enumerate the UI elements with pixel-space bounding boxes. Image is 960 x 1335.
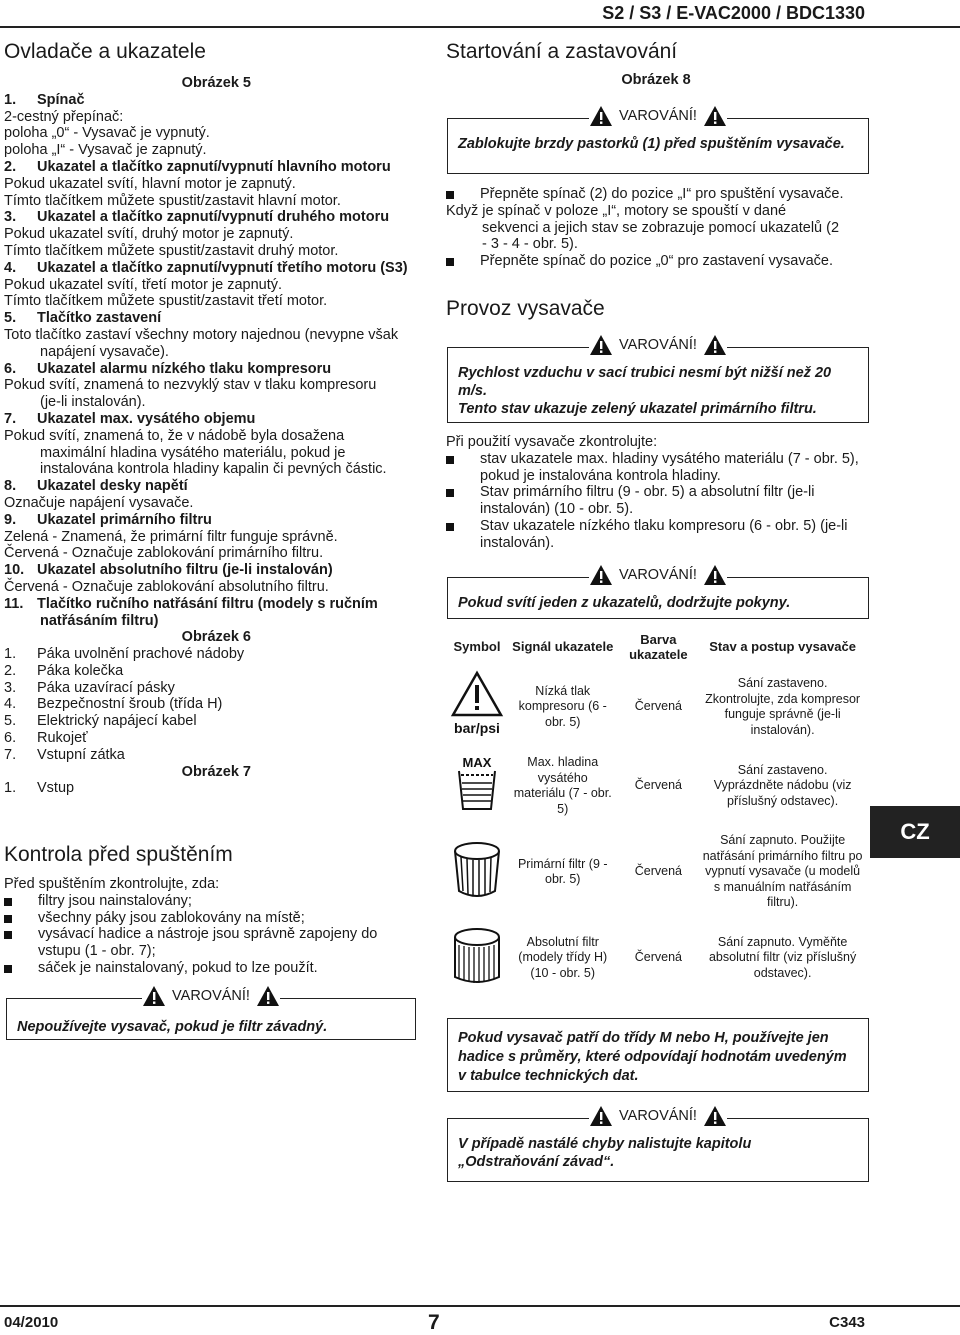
item-7-text: Pokud svítí, znamená to, že v nádobě byla dosažena	[4, 427, 345, 444]
precheck-item: vysávací hadice a nástroje jsou správně zapojeny do vstupu (1 - obr. 7);	[4, 926, 404, 960]
item-5-text-cont: napájení vysavače).	[40, 343, 169, 360]
warning-text: Nepoužívejte vysavač, pokud je filtr závadný.	[17, 1019, 328, 1035]
control-line	[4, 176, 414, 193]
start-step-2-cont1: sekvenci a jejich stav se zobrazuje pomocí ukazatelů (2	[482, 219, 840, 236]
controls-list	[4, 75, 414, 797]
control-text: Pokud ukazatel svítí, třetí motor je zapnutý.	[4, 276, 283, 293]
item-7-text-cont2: instalována kontrola hladiny kapalin či pevných částic.	[40, 461, 387, 478]
figure-5-label: Obrázek 5	[181, 75, 251, 91]
control-text: Pokud ukazatel svítí, druhý motor je zapnutý.	[4, 226, 294, 243]
precheck-item: filtry jsou nainstalovány;	[4, 893, 404, 910]
note-box-hoses	[447, 1018, 869, 1092]
signal-cell: Max. hladina vysátého materiálu (7 - obr. 5)	[513, 755, 612, 816]
figure-6-items	[4, 646, 414, 764]
warning-text: Pokud svítí jeden z ukazatelů, dodržujte pokyny.	[458, 595, 791, 611]
precheck-intro: Před spuštěním zkontrolujte, zda:	[4, 876, 220, 892]
control-line	[4, 125, 414, 142]
bar-psi-icon	[449, 669, 505, 741]
warning-triangle-icon	[256, 985, 280, 1007]
figure-6-item	[4, 696, 414, 713]
section-title-controls: Ovladače a ukazatele	[4, 40, 206, 63]
header-rule	[0, 26, 960, 28]
footer-rule	[0, 1305, 960, 1307]
item-9-text-red: Červená - Označuje zablokování primárního filtru.	[4, 545, 324, 562]
item-8-text: Označuje napájení vysavače.	[4, 494, 194, 511]
warning-triangle-icon	[589, 1105, 613, 1127]
operation-item: Stav primárního filtru (9 - obr. 5) a absolutní filtr (je-li instalován) (10 - obr. 5).	[446, 484, 866, 518]
warning-triangle-icon	[703, 564, 727, 586]
absolute-filter-icon	[449, 925, 505, 987]
max-label: MAX	[462, 754, 492, 770]
item-6-heading: Ukazatel alarmu nízkého tlaku kompresoru	[37, 360, 332, 377]
item-8-num: 8.	[4, 478, 17, 495]
precheck-list	[4, 876, 404, 977]
warning-text: V případě nastálé chyby nalistujte kapitolu	[458, 1136, 752, 1152]
figure-6-item	[4, 730, 414, 747]
action-cell: Sání zastaveno. Vyprázdněte nádobu (viz příslušný odstavec).	[713, 762, 852, 808]
figure-6-num: 4.	[4, 696, 17, 713]
signal-cell: Absolutní filtr (modely třídy H) (10 - obr. 5)	[518, 934, 608, 980]
signal-cell: Primární filtr (9 - obr. 5)	[517, 856, 608, 886]
warning-triangle-icon	[589, 334, 613, 356]
figure-7-label: Obrázek 7	[181, 763, 251, 780]
control-num: 5.	[4, 310, 17, 327]
control-num: 4.	[4, 259, 17, 276]
control-line	[4, 92, 414, 109]
item-5-text: Toto tlačítko zastaví všechny motory najednou (nevypne však	[4, 326, 399, 343]
action-cell: Sání zastaveno. Zkontrolujte, zda kompresor funguje správně (je-li instalován).	[705, 676, 861, 737]
warning-triangle-icon	[589, 564, 613, 586]
figure-7-item: Vstup	[37, 780, 75, 797]
warning-triangle-icon	[703, 105, 727, 127]
warning-label: VAROVÁNÍ!	[613, 337, 703, 353]
start-step-2-cont2: - 3 - 4 - obr. 5).	[482, 236, 578, 253]
precheck-items	[4, 893, 404, 977]
start-step-3: Přepněte spínač do pozice „0“ pro zastavení vysavače.	[446, 253, 866, 270]
item-11-heading: Tlačítko ručního natřásání filtru (modely s ručním	[37, 595, 378, 612]
figure-6-num: 3.	[4, 679, 17, 696]
footer-date: 04/2010	[4, 1314, 59, 1331]
controls-items	[4, 92, 414, 327]
table-row	[446, 748, 866, 824]
color-cell: Červená	[634, 699, 682, 714]
color-cell: Červená	[634, 864, 682, 879]
item-10-text: Červená - Označuje zablokování absolutního filtru.	[4, 578, 329, 595]
control-text: Tímto tlačítkem můžete spustit/zastavit druhý motor.	[4, 242, 339, 259]
item-9-heading: Ukazatel primárního filtru	[37, 511, 212, 528]
control-text: Ukazatel a tlačítko zapnutí/vypnutí třetího motoru (S3)	[37, 259, 408, 276]
figure-6-item	[4, 747, 414, 764]
warning-header	[448, 1105, 868, 1131]
start-step-2: Když je spínač v poloze „I“, motory se spouští v dané	[446, 202, 787, 219]
item-6-num: 6.	[4, 360, 17, 377]
table-header: Barva ukazatele	[629, 631, 688, 662]
control-num: 3.	[4, 209, 17, 226]
table-header: Signál ukazatele	[512, 639, 614, 655]
figure-6-num: 5.	[4, 713, 17, 730]
figure-6-text: Páka uzavírací pásky	[37, 679, 175, 696]
warning-triangle-icon	[703, 334, 727, 356]
figure-6-item	[4, 646, 414, 663]
action-cell: Sání zapnuto. Použijte natřásání primárního filtru po vypnutí vysavače (u modelů s manuálním natřásáním filtru).	[702, 833, 863, 910]
warning-label: VAROVÁNÍ!	[613, 108, 703, 124]
figure-6-item	[4, 680, 414, 697]
signal-cell: Nízká tlak kompresoru (6 - obr. 5)	[518, 683, 607, 729]
item-10-num: 10.	[4, 562, 25, 579]
control-num: 2.	[4, 158, 17, 175]
symbol-cell	[446, 748, 508, 824]
section-title-start: Startování a zastavování	[446, 40, 678, 63]
warning-header	[448, 334, 868, 360]
precheck-item: sáček je nainstalovaný, pokud to lze použít.	[4, 960, 404, 977]
item-7-num: 7.	[4, 410, 17, 427]
control-num: 1.	[4, 91, 17, 108]
figure-6-label: Obrázek 6	[181, 629, 251, 646]
figure-6-item	[4, 663, 414, 680]
figure-6-num: 1.	[4, 646, 17, 663]
control-text: poloha „I“ - Vysavač je zapnutý.	[4, 142, 207, 159]
control-line	[4, 243, 414, 260]
item-7-heading: Ukazatel max. vysátého objemu	[37, 410, 256, 427]
control-line	[4, 209, 414, 226]
operation-item: Stav ukazatele nízkého tlaku kompresoru (6 - obr. 5) (je-li instalován).	[446, 518, 866, 552]
action-cell: Sání zapnuto. Vyměňte absolutní filtr (viz příslušný odstavec).	[708, 934, 857, 980]
start-step-1: Přepněte spínač (2) do pozice „I“ pro spuštění vysavače.	[446, 186, 866, 203]
warning-text: Zablokujte brzdy pastorků (1) před spuštěním vysavače.	[458, 136, 845, 152]
warning-label: VAROVÁNÍ!	[166, 988, 256, 1004]
item-6-text-cont: (je-li instalován).	[40, 394, 146, 411]
figure-6-num: 6.	[4, 730, 17, 747]
control-line	[4, 109, 414, 126]
start-stop-steps	[446, 186, 866, 270]
table-row	[446, 666, 866, 748]
figure-6-text: Bezpečnostní šroub (třída H)	[37, 696, 223, 713]
item-8-heading: Ukazatel desky napětí	[37, 478, 188, 495]
control-text: Tímto tlačítkem můžete spustit/zastavit hlavní motor.	[4, 192, 341, 209]
operation-items	[446, 451, 866, 552]
warning-triangle-icon	[142, 985, 166, 1007]
control-text: Ukazatel a tlačítko zapnutí/vypnutí druhého motoru	[37, 209, 390, 226]
max-level-icon	[449, 753, 505, 815]
warning-triangle-icon	[703, 1105, 727, 1127]
control-text: Tlačítko zastavení	[37, 310, 162, 327]
control-line	[4, 226, 414, 243]
warning-header	[448, 105, 868, 131]
primary-filter-icon	[449, 839, 505, 901]
figure-6-text: Vstupní zátka	[37, 746, 125, 763]
footer-code: C343	[829, 1314, 865, 1331]
section-title-precheck: Kontrola před spuštěním	[4, 843, 233, 866]
figure-6-text: Páka kolečka	[37, 662, 124, 679]
item-9-text-green: Zelená - Znamená, že primární filtr funguje správně.	[4, 528, 338, 545]
control-text: Spínač	[37, 91, 85, 108]
table-header: Symbol	[453, 639, 501, 655]
warning-box-troubleshooting	[447, 1108, 869, 1182]
control-text: poloha „0“ - Vysavač je vypnutý.	[4, 125, 210, 142]
color-cell: Červená	[634, 950, 682, 965]
precheck-item: všechny páky jsou zablokovány na místě;	[4, 910, 404, 927]
language-tab: CZ	[870, 806, 960, 858]
figure-6-text: Elektrický napájecí kabel	[37, 713, 197, 730]
indicator-table	[446, 628, 866, 996]
warning-header	[7, 985, 415, 1011]
control-line	[4, 277, 414, 294]
operation-item: stav ukazatele max. hladiny vysátého materiálu (7 - obr. 5), pokud je instalována kontrola hladiny.	[446, 451, 866, 485]
warning-box-indicators	[447, 567, 869, 619]
warning-text: Rychlost vzduchu v sací trubici nesmí být nižší než 20 m/s.	[458, 365, 832, 399]
control-text: Ukazatel a tlačítko zapnutí/vypnutí hlavního motoru	[37, 158, 391, 175]
color-cell: Červená	[634, 778, 682, 793]
warning-text-2: Tento stav ukazuje zelený ukazatel primárního filtru.	[458, 401, 817, 417]
control-text: Tímto tlačítkem můžete spustit/zastavit třetí motor.	[4, 293, 328, 310]
warning-header	[448, 564, 868, 590]
symbol-cell	[446, 824, 508, 920]
table-row	[446, 824, 866, 920]
model-header: S2 / S3 / E-VAC2000 / BDC1330	[602, 3, 865, 23]
bar-psi-label: bar/psi	[454, 719, 500, 736]
warning-text-2: „Odstraňování závad“.	[458, 1154, 615, 1170]
control-line	[4, 293, 414, 310]
table-row	[446, 920, 866, 996]
symbol-cell	[446, 920, 508, 996]
section-title-operation: Provoz vysavače	[446, 297, 605, 320]
item-6-text: Pokud svítí, znamená to nezvyklý stav v tlaku kompresoru	[4, 377, 377, 394]
warning-label: VAROVÁNÍ!	[613, 1108, 703, 1124]
item-11-num: 11.	[4, 595, 24, 612]
table-header: Stav a postup vysavače	[709, 639, 856, 655]
control-text: 2-cestný přepínač:	[4, 108, 124, 125]
warning-label: VAROVÁNÍ!	[613, 567, 703, 583]
control-line	[4, 159, 414, 176]
page-number: 7	[428, 1311, 440, 1334]
warning-box-filter	[6, 988, 416, 1040]
operation-intro: Při použití vysavače zkontrolujte:	[446, 434, 658, 450]
figure-6-item	[4, 713, 414, 730]
warning-triangle-icon	[589, 105, 613, 127]
control-line	[4, 142, 414, 159]
control-text: Pokud ukazatel svítí, hlavní motor je zapnutý.	[4, 175, 296, 192]
symbol-cell	[446, 666, 508, 748]
item-10-heading: Ukazatel absolutního filtru (je-li instalován)	[37, 562, 333, 579]
operation-checks	[446, 434, 866, 552]
item-7-text-cont1: maximální hladina vysátého materiálu, pokud je	[40, 444, 346, 461]
item-11-heading-cont: natřásáním filtru)	[40, 612, 159, 629]
figure-6-text: Páka uvolnění prachové nádoby	[37, 646, 245, 663]
figure-6-num: 7.	[4, 746, 17, 763]
warning-box-brakes	[447, 108, 869, 174]
figure-7-num: 1.	[4, 780, 17, 797]
figure-6-text: Rukojeť	[37, 730, 88, 747]
figure-6-num: 2.	[4, 662, 17, 679]
figure-8-label: Obrázek 8	[621, 72, 691, 88]
note-text: Pokud vysavač patří do třídy M nebo H, používejte jen hadice s průměry, které odpovídají hodnotám uvedeným v tabulce technických dat.	[458, 1030, 847, 1084]
control-line	[4, 193, 414, 210]
control-line	[4, 260, 414, 277]
warning-box-airspeed	[447, 337, 869, 423]
item-9-num: 9.	[4, 511, 17, 528]
control-line	[4, 310, 414, 327]
